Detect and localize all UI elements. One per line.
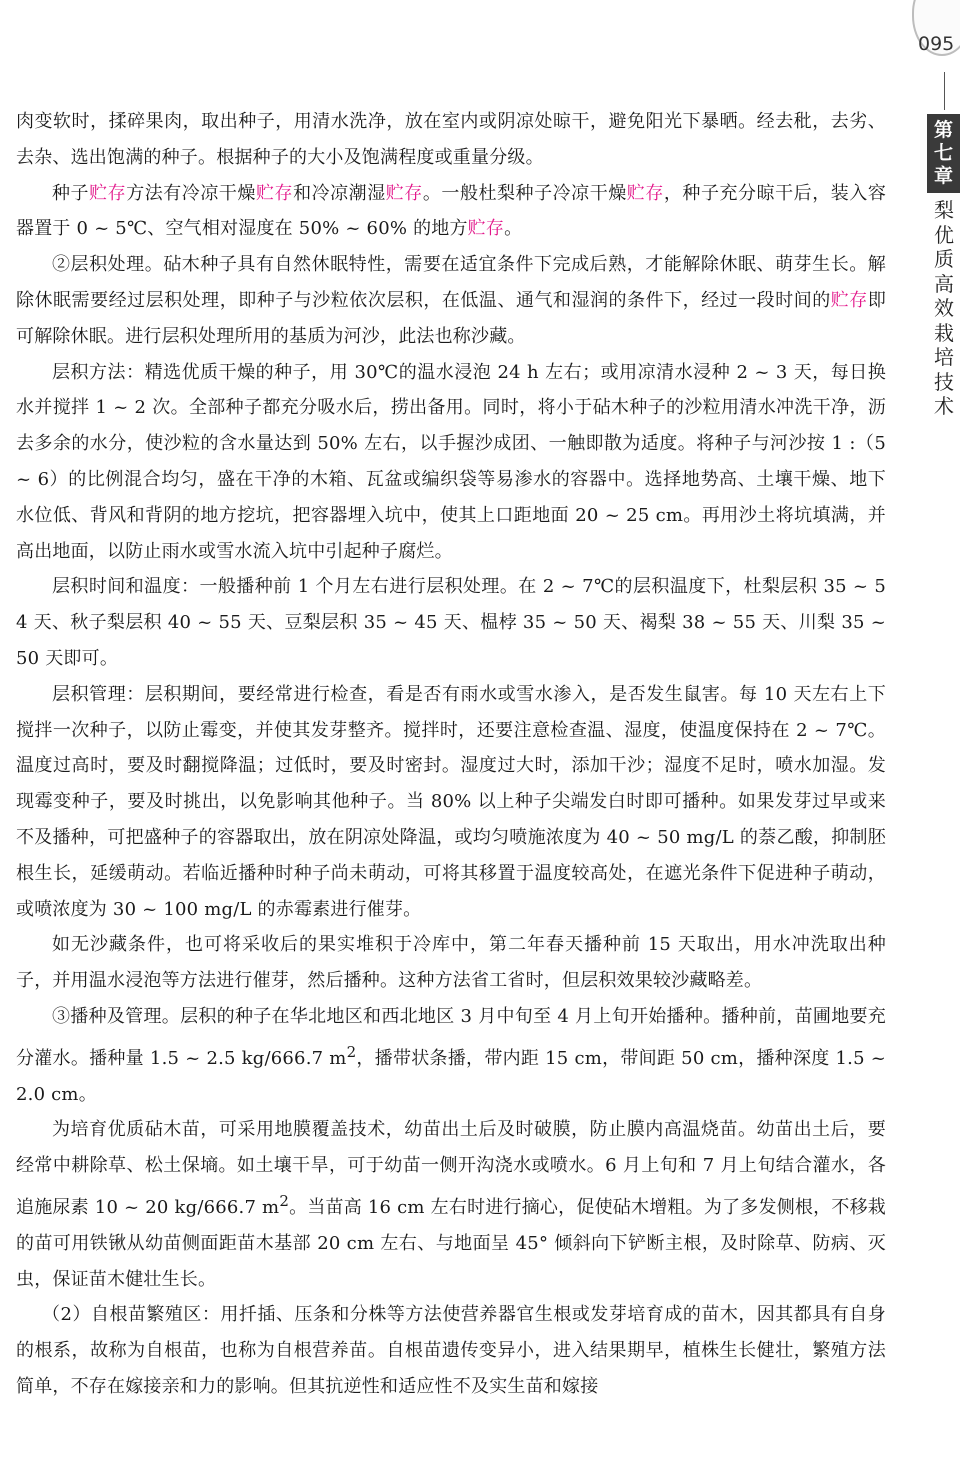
paragraph-3 xyxy=(16,247,886,354)
text-run: 为培育优质砧木苗，可采用地膜覆盖技术，幼苗出土后及时破膜，防止膜内高温烧苗。幼苗出土后，要经常中耕除草、松土保墒。如土壤干旱，可于幼苗一侧开沟浇水或喷水。6 月上旬和 7 月上旬结合灌水，各追施尿素 10 ~ 20 kg/666.7 m xyxy=(16,1119,886,1218)
text-run: 种子 xyxy=(52,182,90,204)
paragraph-6: 层积管理：层积期间，要经常进行检查，看是否有雨水或雪水渗入，是否发生鼠害。每 10 天左右上下搅拌一次种子，以防止霉变，并使其发芽整齐。搅拌时，还要注意检查温、湿度，使温度保持在 2 ~ 7℃。温度过高时，要及时翻搅降温；过低时，要及时密封。湿度过大时，添加干沙；湿度不足时，喷水加湿。发现霉变种子，要及时挑出，以免影响其他种子。当 80% 以上种子尖端发白时即可播种。如果发芽过早或来不及播种，可把盛种子的容器取出，放在阴凉处降温，或均匀喷施浓度为 40 ~ 50 mg/L 的萘乙酸，抑制胚根生长，延缓萌动。若临近播种时种子尚未萌动，可将其移置于温度较高处，在遮光条件下促进种子萌动，或喷浓度为 30 ~ 100 mg/L 的赤霉素进行催芽。 xyxy=(16,683,886,920)
paragraph-8 xyxy=(16,999,886,1112)
paragraph-5: 层积时间和温度：一般播种前 1 个月左右进行层积处理。在 2 ~ 7℃的层积温度下，杜梨层积 35 ~ 54 天、秋子梨层积 40 ~ 55 天、豆梨层积 35 ~ 45 天、榅桲 35 ~ 50 天、褐梨 38 ~ 55 天、川梨 35 ~ 50 天即可。 xyxy=(16,576,886,669)
text-run: ②层积处理。砧木种子具有自然休眠特性，需要在适宜条件下完成后熟，才能解除休眠、萌芽生长。解除休眠需要经过层积处理，即种子与沙粒依次层积，在低温、通气和湿润的条件下，经过一段时间的 xyxy=(16,254,886,311)
highlight-term: 贮存 xyxy=(830,289,868,311)
text-run: 。 xyxy=(504,218,523,240)
side-divider xyxy=(944,72,945,110)
paragraph-10: （2）自根苗繁殖区：用扦插、压条和分株等方法使营养器官生根或发芽培育成的苗木，因其都具有自身的根系，故称为自根苗，也称为自根营养苗。自根苗遗传变异小，进入结果期早，植株生长健壮，繁殖方法简单，不存在嫁接亲和力的影响。但其抗逆性和适应性不及实生苗和嫁接 xyxy=(16,1304,886,1397)
text-run: ，种子充分晾干后，装入容器置于 0 ~ 5℃、空气相对湿度在 50% ~ 60% 的地方 xyxy=(16,182,887,240)
paragraph-7: 如无沙藏条件，也可将采收后的果实堆积于冷库中，第二年春天播种前 15 天取出，用水冲洗取出种子，并用温水浸泡等方法进行催芽，然后播种。这种方法省工省时，但层积效果较沙藏略差。 xyxy=(16,934,886,992)
text-run: 方法有冷凉干燥 xyxy=(126,182,256,204)
page-content xyxy=(16,104,886,1405)
paragraph-1: 肉变软时，揉碎果肉，取出种子，用清水洗净，放在室内或阴凉处晾干，避免阳光下暴晒。经去秕，去劣、去杂、选出饱满的种子。根据种子的大小及饱满程度或重量分级。 xyxy=(16,111,886,168)
highlight-term: 贮存 xyxy=(255,182,294,204)
superscript: 2 xyxy=(279,1191,290,1210)
highlight-term: 贮存 xyxy=(385,182,423,204)
superscript: 2 xyxy=(346,1042,357,1061)
text-run: 即可解除休眠。进行层积处理所用的基质为河沙，此法也称沙藏。 xyxy=(16,289,887,347)
highlight-term: 贮存 xyxy=(626,182,664,204)
chapter-label: 第七章 xyxy=(927,114,960,193)
text-run: 。一般杜梨种子冷凉干燥 xyxy=(422,182,627,204)
paragraph-9 xyxy=(16,1112,886,1297)
text-run: ③播种及管理。层积的种子在华北地区和西北地区 3 月中旬至 4 月上旬开始播种。播种前，苗圃地要充分灌水。播种量 1.5 ~ 2.5 kg/666.7 m xyxy=(16,1005,886,1069)
highlight-term: 贮存 xyxy=(467,218,505,240)
book-title: 梨优质高效栽培技术 xyxy=(934,198,954,418)
text-run: 和冷凉潮湿 xyxy=(293,182,386,204)
text-run: ，播带状条播，带内距 15 cm，带间距 50 cm，播种深度 1.5 ~ 2.0 cm。 xyxy=(16,1047,886,1105)
paragraph-4: 层积方法：精选优质干燥的种子，用 30℃的温水浸泡 24 h 左右；或用凉清水浸种 2 ~ 3 天，每日换水并搅拌 1 ~ 2 次。全部种子都充分吸水后，捞出备用。同时，将小于砧木种子的沙粒用清水冲洗干净，沥去多余的水分，使沙粒的含水量达到 50% 左右，以手握沙成团、一触即散为适度。将种子与河沙按 1 :（5 ~ 6）的比例混合均匀，盛在干净的木箱、瓦盆或编织袋等易渗水的容器中。选择地势高、土壤干燥、地下水位低、背风和背阴的地方挖坑，把容器埋入坑中，使其上口距地面 20 ~ 25 cm。再用沙土将坑填满，并高出地面，以防止雨水或雪水流入坑中引起种子腐烂。 xyxy=(16,361,886,562)
text-run: 。当苗高 16 cm 左右时进行摘心，促使砧木增粗。为了多发侧根，不移栽的苗可用铁锹从幼苗侧面距苗木基部 20 cm 左右、与地面呈 45° 倾斜向下铲断主根，及时除草、防病、灭虫，保证苗木健壮生长。 xyxy=(16,1196,886,1290)
highlight-term: 贮存 xyxy=(89,182,127,204)
paragraph-2 xyxy=(16,176,886,248)
page-number: 095 xyxy=(918,33,955,55)
